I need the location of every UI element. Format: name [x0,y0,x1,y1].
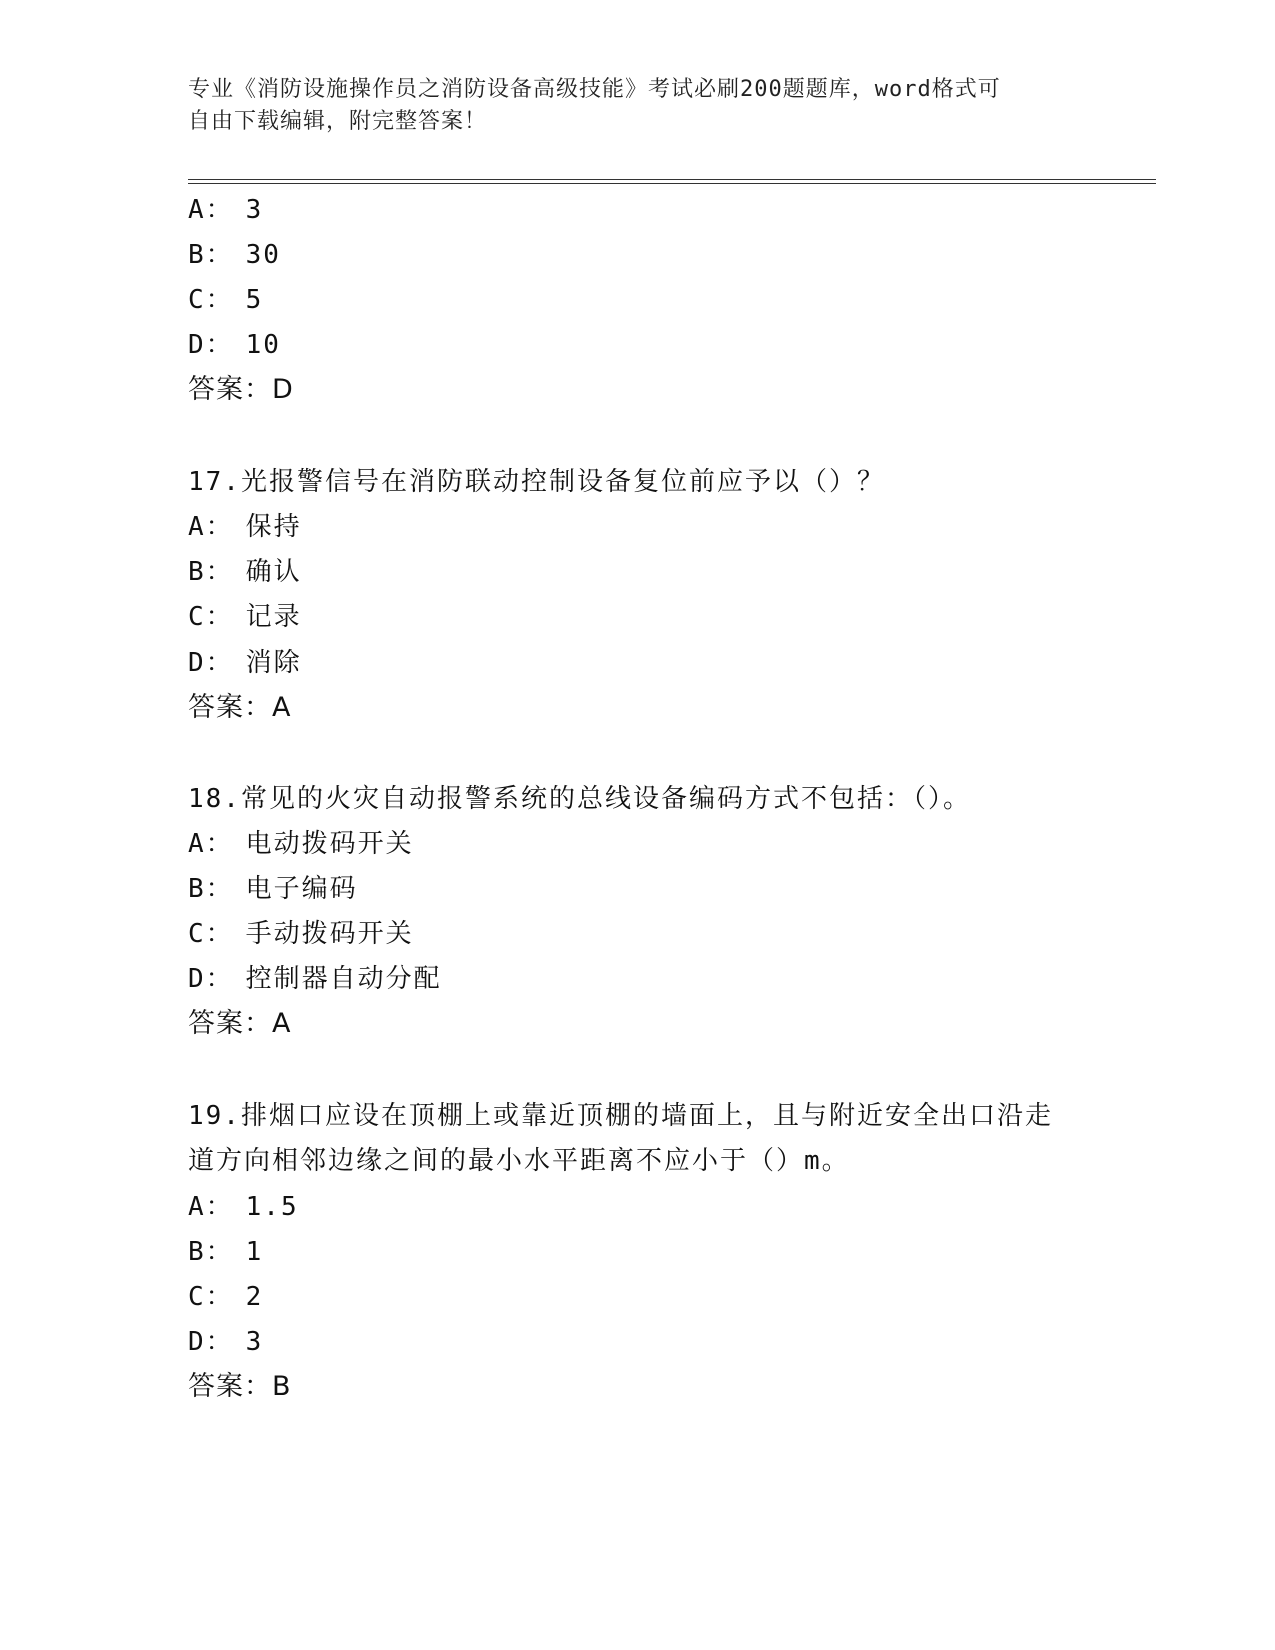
option-key: C： [188,1282,234,1312]
q16-option-b [188,238,281,272]
option-value: 电子编码 [245,874,358,904]
q18-option-b [188,872,358,906]
option-value: 2 [245,1282,264,1312]
option-key: B： [188,557,234,587]
option-key: D： [188,330,234,360]
option-value: 1 [245,1237,264,1267]
option-value: 1.5 [245,1192,299,1222]
q19-question-line-1: 19.排烟口应设在顶棚上或靠近顶棚的墙面上，且与附近安全出口沿走 [188,1101,1053,1131]
q19-answer: 答案：B [188,1371,292,1402]
option-key: A： [188,195,234,225]
q18-question: 18.常见的火灾自动报警系统的总线设备编码方式不包括：（）。 [188,784,971,814]
q16-option-d [188,328,281,362]
q17-option-b [188,555,302,589]
q19-option-b [188,1235,263,1269]
option-key: A： [188,512,234,542]
q17-option-d [188,646,302,680]
option-value: 5 [245,285,264,315]
option-key: C： [188,285,234,315]
header-divider-top [188,179,1156,180]
option-value: 10 [245,330,281,360]
header-line-1: 专业《消防设施操作员之消防设备高级技能》考试必刷200题题库，word格式可 [188,77,1001,102]
q18-option-c [188,917,414,951]
option-key: B： [188,1237,234,1267]
header-line-2: 自由下载编辑，附完整答案！ [188,109,488,134]
option-key: C： [188,919,234,949]
q18-option-d [188,962,442,996]
header-divider-bottom [188,183,1156,184]
q17-question: 17.光报警信号在消防联动控制设备复位前应予以（）？ [188,467,885,497]
option-value: 手动拨码开关 [245,919,414,949]
option-key: D： [188,648,234,678]
option-key: A： [188,1192,234,1222]
option-value: 3 [245,195,264,225]
q19-option-c [188,1280,263,1314]
q19-question-line-2: 道方向相邻边缘之间的最小水平距离不应小于（）m。 [188,1146,850,1176]
q17-option-c [188,600,302,634]
option-value: 电动拨码开关 [245,829,414,859]
option-key: D： [188,964,234,994]
q19-option-a [188,1190,299,1224]
q18-option-a [188,827,414,861]
option-value: 消除 [245,648,302,678]
option-value: 3 [245,1327,264,1357]
q16-option-c [188,283,263,317]
option-key: A： [188,829,234,859]
q17-answer: 答案：A [188,692,292,723]
option-value: 确认 [245,557,302,587]
option-key: B： [188,874,234,904]
option-value: 30 [245,240,281,270]
option-key: C： [188,602,234,632]
option-value: 保持 [245,512,302,542]
q17-option-a [188,510,302,544]
option-key: D： [188,1327,234,1357]
option-key: B： [188,240,234,270]
q18-answer: 答案：A [188,1008,292,1039]
option-value: 控制器自动分配 [245,964,442,994]
q16-answer: 答案：D [188,374,294,405]
option-value: 记录 [245,602,302,632]
document-header [188,74,1068,138]
q16-option-a [188,193,263,227]
q19-option-d [188,1325,263,1359]
